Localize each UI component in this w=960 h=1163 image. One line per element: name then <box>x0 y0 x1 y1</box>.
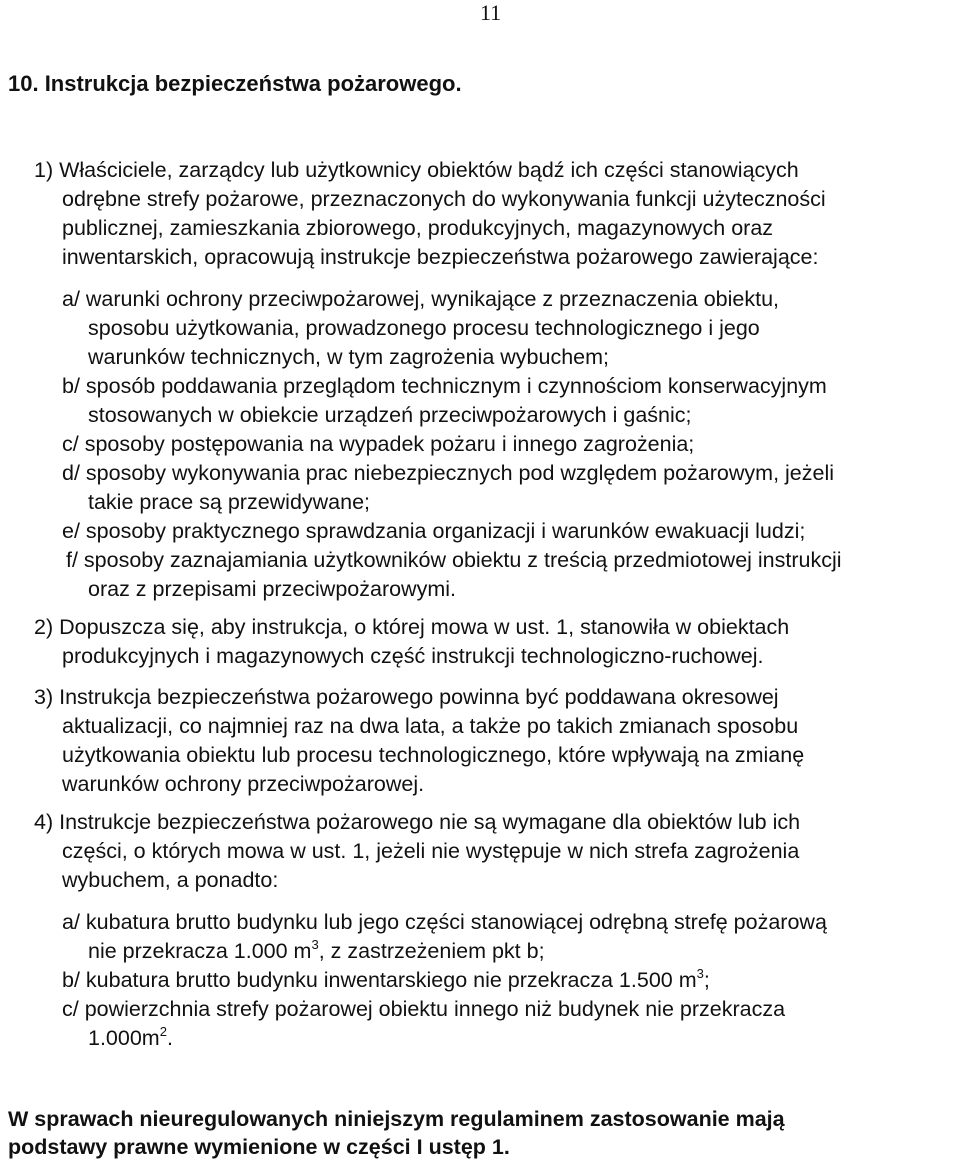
section-4-item-a-line-1: a/ kubatura brutto budynku lub jego części stanowiącej odrębną strefę pożarową <box>62 910 827 934</box>
section-1-item-line: takie prace są przewidywane; <box>88 490 371 514</box>
section-1-item-line: c/ sposoby postępowania na wypadek pożaru i innego zagrożenia; <box>62 432 695 456</box>
section-1-item-line: oraz z przepisami przeciwpożarowymi. <box>88 577 456 601</box>
item-c-text: 1.000m <box>88 1026 160 1050</box>
section-1-item-line: d/ sposoby wykonywania prac niebezpiecznych pod względem pożarowym, jeżeli <box>62 461 835 485</box>
item-c-text-tail: . <box>166 1026 173 1050</box>
section-1-item-line: f/ sposoby zaznajamiania użytkowników obiektu z treścią przedmiotowej instrukcji <box>66 548 842 572</box>
section-4-item-c-line-2 <box>88 1024 173 1052</box>
section-1-item-line: warunków technicznych, w tym zagrożenia wybuchem; <box>88 345 609 369</box>
superscript-3: 3 <box>311 937 319 952</box>
item-b-text: b/ kubatura brutto budynku inwentarskiego nie przekracza 1.500 m <box>62 968 697 992</box>
closing-line-1: W sprawach nieuregulowanych niniejszym regulaminem zastosowanie mają <box>8 1107 785 1131</box>
section-1-item-line: stosowanych w obiekcie urządzeń przeciwpożarowych i gaśnic; <box>88 403 692 427</box>
section-1-item-line: sposobu użytkowania, prowadzonego procesu technologicznego i jego <box>88 316 760 340</box>
section-3-line-4: warunków ochrony przeciwpożarowej. <box>62 772 425 796</box>
closing-line-2: podstawy prawne wymienione w części I ustęp 1. <box>8 1135 510 1159</box>
page-number: 11 <box>480 0 502 25</box>
section-4-item-a-line-2 <box>88 937 545 965</box>
section-4-line-1: 4) Instrukcje bezpieczeństwa pożarowego nie są wymagane dla obiektów lub ich <box>34 810 801 834</box>
superscript-2: 2 <box>159 1024 167 1039</box>
section-1-line-3: publicznej, zamieszkania zbiorowego, produkcyjnych, magazynowych oraz <box>62 216 774 240</box>
item-a-text-tail: , z zastrzeżeniem pkt b; <box>318 939 545 963</box>
document-heading: 10. Instrukcja bezpieczeństwa pożarowego. <box>8 71 462 96</box>
section-3-line-1: 3) Instrukcja bezpieczeństwa pożarowego powinna być poddawana okresowej <box>34 685 779 709</box>
section-2-line-1: 2) Dopuszcza się, aby instrukcja, o której mowa w ust. 1, stanowiła w obiektach <box>34 615 790 639</box>
item-a-text: nie przekracza 1.000 m <box>88 939 312 963</box>
section-1-line-2: odrębne strefy pożarowe, przeznaczonych do wykonywania funkcji użyteczności <box>62 187 826 211</box>
section-1-item-line: b/ sposób poddawania przeglądom technicznym i czynnościom konserwacyjnym <box>62 374 827 398</box>
section-1-item-line: a/ warunki ochrony przeciwpożarowej, wynikające z przeznaczenia obiektu, <box>62 287 780 311</box>
section-3-line-3: użytkowania obiektu lub procesu technologicznego, które wpływają na zmianę <box>62 743 805 767</box>
section-2-line-2: produkcyjnych i magazynowych część instrukcji technologiczno-ruchowej. <box>62 644 764 668</box>
section-4-line-2: części, o których mowa w ust. 1, jeżeli nie występuje w nich strefa zagrożenia <box>62 839 800 863</box>
section-4-item-b <box>62 966 710 994</box>
section-4-line-3: wybuchem, a ponadto: <box>62 868 279 892</box>
section-1-line-4: inwentarskich, opracowują instrukcje bezpieczeństwa pożarowego zawierające: <box>62 245 819 269</box>
section-1-line-1: 1) Właściciele, zarządcy lub użytkownicy obiektów bądź ich części stanowiących <box>34 158 799 182</box>
item-b-text-tail: ; <box>703 968 710 992</box>
section-1-item-line: e/ sposoby praktycznego sprawdzania organizacji i warunków ewakuacji ludzi; <box>62 519 806 543</box>
section-4-item-c-line-1: c/ powierzchnia strefy pożarowej obiektu innego niż budynek nie przekracza <box>62 997 786 1021</box>
superscript-3: 3 <box>696 966 704 981</box>
section-3-line-2: aktualizacji, co najmniej raz na dwa lata, a także po takich zmianach sposobu <box>62 714 799 738</box>
